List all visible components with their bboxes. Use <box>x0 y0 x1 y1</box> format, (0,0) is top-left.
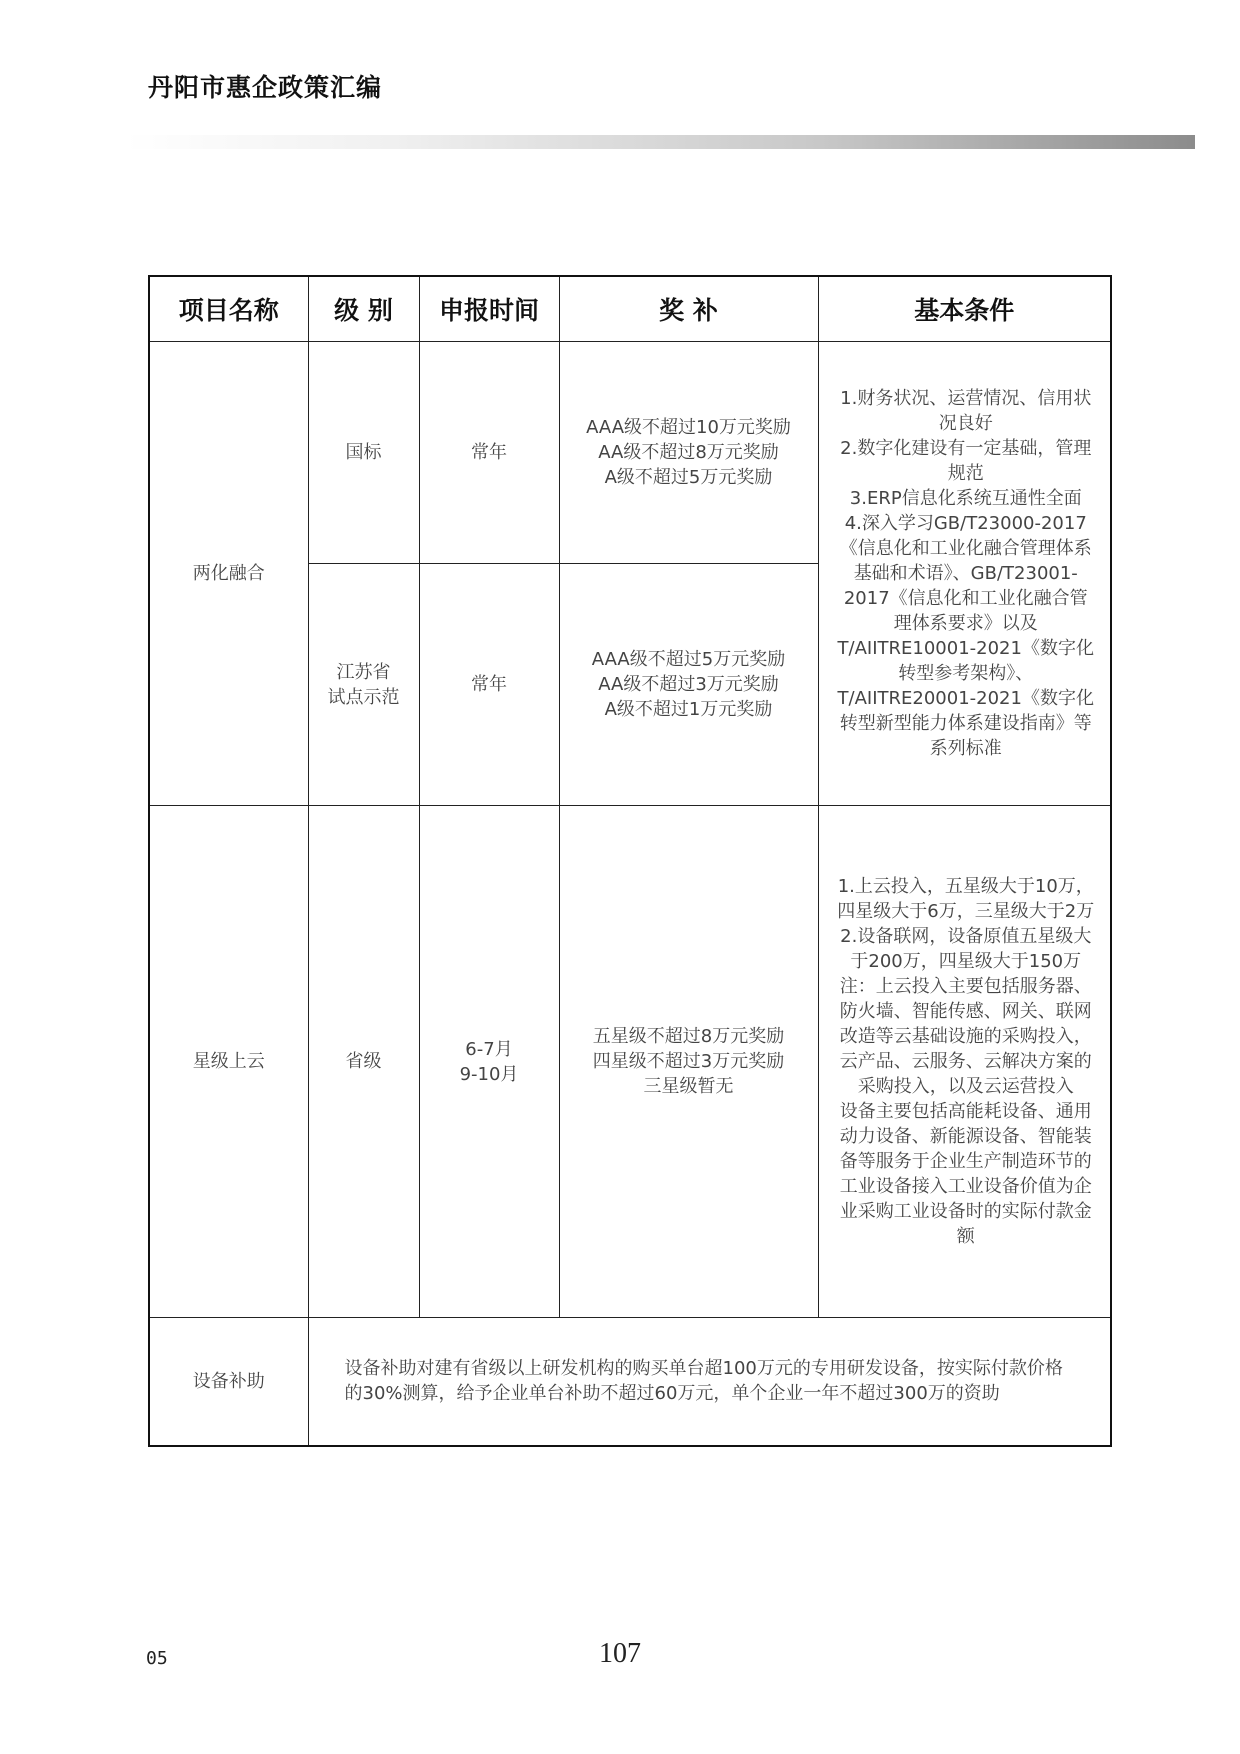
condition-line: 2.设备联网，设备原值五星级大于200万，四星级大于150万 <box>840 926 1092 972</box>
policy-table <box>148 275 1112 1447</box>
level-cell: 国标 <box>308 342 419 564</box>
reward-line: 四星级不超过3万元奖励 <box>592 1051 785 1072</box>
time-line: 9-10月 <box>459 1063 519 1085</box>
condition-line: 2.数字化建设有一定基础，管理规范 <box>840 438 1092 484</box>
reward-line: AA级不超过8万元奖励 <box>598 442 779 463</box>
header-project-name: 项目名称 <box>149 276 308 342</box>
condition-line: 1.财务状况、运营情况、信用状况良好 <box>840 388 1092 434</box>
reward-line: AAA级不超过5万元奖励 <box>591 649 786 670</box>
time-cell: 常年 <box>419 342 559 564</box>
level-cell: 江苏省 试点示范 <box>308 564 419 806</box>
project-name-cell: 星级上云 <box>149 806 308 1318</box>
conditions-cell <box>818 806 1111 1318</box>
header-gradient-bar <box>125 135 1195 149</box>
table-header-row <box>149 276 1111 342</box>
condition-line: 4.深入学习GB/T23000-2017《信息化和工业化融合管理体系基础和术语》、GB/T23001-2017《信息化和工业化融合管理体系要求》以及T/AIITRE10001-2021《数字化转型参考架构》、T/AIITRE20001-2021《数字化转型新型能力体系建设指南》等系列标准 <box>837 513 1094 759</box>
condition-line: 注：上云投入主要包括服务器、防火墙、智能传感、网关、联网改造等云基础设施的采购投入，云产品、云服务、云解决方案的采购投入，以及云运营投入 <box>839 976 1092 1097</box>
table-row <box>149 1318 1111 1446</box>
reward-cell <box>559 342 818 564</box>
equipment-description: 设备补助对建有省级以上研发机构的购买单台超100万元的专用研发设备，按实际付款价格的30%测算，给予企业单台补助不超过60万元，单个企业一年不超过300万的资助 <box>308 1318 1111 1446</box>
page-number: 107 <box>599 1638 641 1669</box>
project-name-cell: 设备补助 <box>149 1318 308 1446</box>
header-level: 级 别 <box>308 276 419 342</box>
time-line: 6-7月 <box>465 1038 513 1060</box>
time-cell: 常年 <box>419 564 559 806</box>
condition-line: 3.ERP信息化系统互通性全面 <box>849 488 1082 509</box>
reward-line: 五星级不超过8万元奖励 <box>592 1026 785 1047</box>
condition-line: 设备主要包括高能耗设备、通用动力设备、新能源设备、智能装备等服务于企业生产制造环节的工业设备接入工业设备价值为企业采购工业设备时的实际付款金额 <box>839 1101 1092 1247</box>
reward-line: A级不超过1万元奖励 <box>604 699 773 720</box>
project-name-cell: 两化融合 <box>149 342 308 806</box>
conditions-cell <box>818 342 1111 806</box>
reward-line: AA级不超过3万元奖励 <box>598 674 779 695</box>
level-cell: 省级 <box>308 806 419 1318</box>
table-row <box>149 342 1111 564</box>
reward-line: AAA级不超过10万元奖励 <box>586 417 791 438</box>
reward-cell <box>559 806 818 1318</box>
table-row <box>149 806 1111 1318</box>
document-title: 丹阳市惠企政策汇编 <box>148 73 383 102</box>
reward-line: A级不超过5万元奖励 <box>604 467 773 488</box>
header-reward: 奖 补 <box>559 276 818 342</box>
section-number: 05 <box>146 1648 168 1669</box>
time-cell <box>419 806 559 1318</box>
header-conditions: 基本条件 <box>818 276 1111 342</box>
header-apply-time: 申报时间 <box>419 276 559 342</box>
condition-line: 1.上云投入，五星级大于10万，四星级大于6万，三星级大于2万 <box>837 876 1095 922</box>
reward-cell <box>559 564 818 806</box>
reward-line: 三星级暂无 <box>643 1076 734 1097</box>
